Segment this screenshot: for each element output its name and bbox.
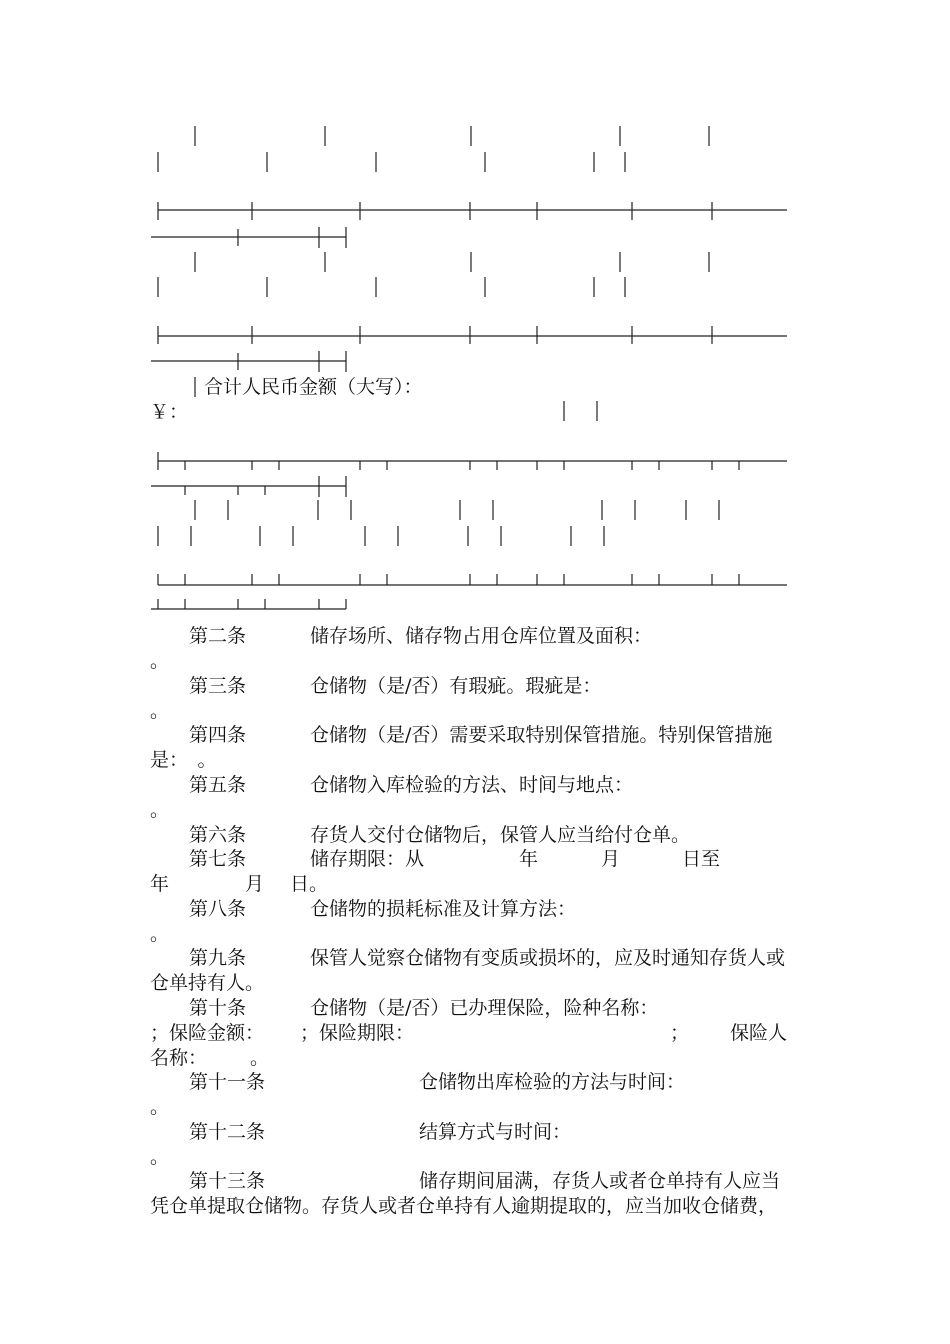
article-3-text: 仓储物（是/否）有瑕疵。瑕疵是： (310, 675, 602, 697)
article-6-text: 存货人交付仓储物后，保管人应当给付仓单。 (310, 824, 691, 846)
article-9-number: 第九条 (189, 947, 247, 969)
article-10-insurance-period: ；保险期限： (300, 1022, 415, 1044)
article-9-tail: 仓单持有人。 (150, 972, 265, 994)
article-7-month: 月 (601, 848, 621, 870)
article-8-text: 仓储物的损耗标准及计算方法： (310, 898, 577, 920)
article-13-number: 第十三条 (189, 1170, 266, 1192)
article-11-number: 第十一条 (189, 1071, 266, 1093)
article-2-tail: 。 (150, 650, 170, 672)
article-7-end-day: 日。 (290, 873, 329, 895)
article-5-number: 第五条 (189, 774, 247, 796)
article-7-end-month: 月 (245, 873, 265, 895)
article-13-text: 储存期间届满，存货人或者仓单持有人应当 (419, 1170, 781, 1192)
article-11-text: 仓储物出库检验的方法与时间： (419, 1071, 686, 1093)
article-7-end-year: 年 (150, 873, 170, 895)
article-2-number: 第二条 (189, 625, 247, 647)
article-12-number: 第十二条 (189, 1121, 266, 1143)
article-7-number: 第七条 (189, 848, 247, 870)
article-10-end: 。 (250, 1047, 270, 1069)
article-9-text: 保管人觉察仓储物有变质或损坏的，应及时通知存货人或 (310, 947, 786, 969)
article-10-semicolon: ； (670, 1022, 690, 1044)
article-11-tail: 。 (150, 1096, 170, 1118)
article-10-insurer-name: 名称： (150, 1047, 208, 1069)
article-4-number: 第四条 (189, 724, 247, 746)
article-10-text: 仓储物（是/否）已办理保险，险种名称： (310, 997, 659, 1019)
article-4-tail: 是： 。 (150, 749, 217, 771)
total-amount-label: 合计人民币金额（大写）： (204, 376, 423, 398)
article-10-insurer: 保险人 (730, 1022, 788, 1044)
article-10-number: 第十条 (189, 997, 247, 1019)
article-5-text: 仓储物入库检验的方法、时间与地点： (310, 774, 634, 796)
article-3-number: 第三条 (189, 675, 247, 697)
article-7-day-to: 日至 (682, 848, 721, 870)
article-6-number: 第六条 (189, 824, 247, 846)
article-12-tail: 。 (150, 1146, 170, 1168)
article-3-tail: 。 (150, 700, 170, 722)
article-5-tail: 。 (150, 799, 170, 821)
article-7-from: 储存期限：从 (310, 848, 425, 870)
yen-label: ￥： (150, 401, 189, 423)
article-7-year: 年 (519, 848, 539, 870)
article-2-text: 储存场所、储存物占用仓库位置及面积： (310, 625, 653, 647)
ascii-table-rules (0, 0, 950, 620)
article-12-text: 结算方式与时间： (419, 1121, 572, 1143)
article-13-tail: 凭仓单提取仓储物。存货人或者仓单持有人逾期提取的，应当加收仓储费， (150, 1195, 778, 1217)
article-8-tail: 。 (150, 923, 170, 945)
article-10-insured-amount: ；保险金额： (150, 1022, 265, 1044)
article-8-number: 第八条 (189, 898, 247, 920)
article-4-text: 仓储物（是/否）需要采取特别保管措施。特别保管措施 (310, 724, 773, 746)
